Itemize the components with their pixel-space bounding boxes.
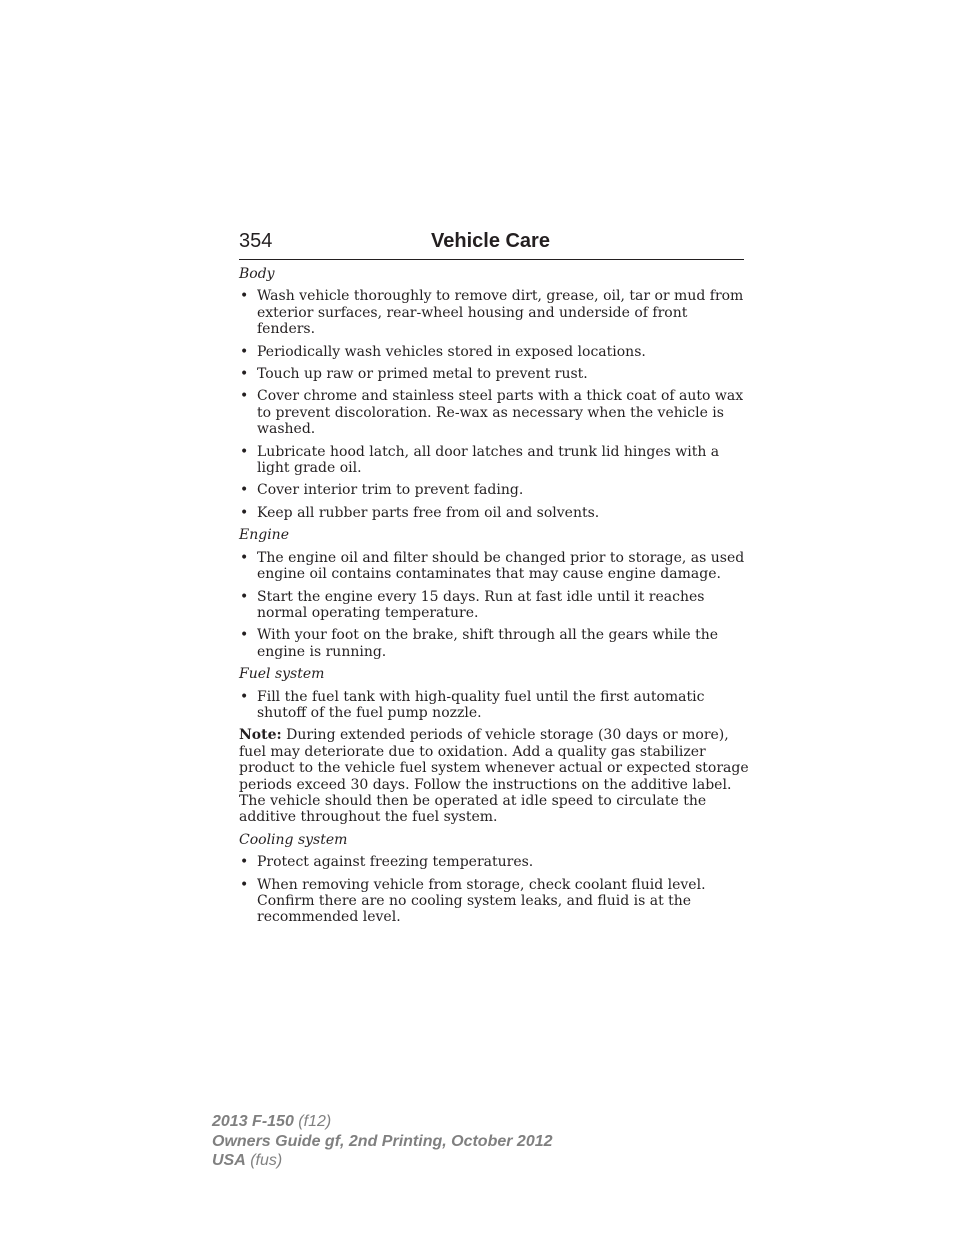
list-item: • Protect against freezing temperatures. bbox=[240, 854, 534, 871]
body-list bbox=[239, 288, 749, 521]
cooling-list bbox=[239, 854, 749, 926]
page-content bbox=[239, 266, 749, 932]
footer-model: 2013 F-150 bbox=[212, 1113, 294, 1130]
list-item: • With your foot on the brake, shift through all the gears while the engine is running. bbox=[240, 627, 719, 660]
list-item: • Cover chrome and stainless steel parts with a thick coat of auto wax to prevent discoloration. Re-wax as necessary when the vehicle is washed. bbox=[240, 388, 744, 438]
page-footer bbox=[212, 1112, 553, 1171]
page-number: 354 bbox=[239, 230, 273, 252]
list-item: • Lubricate hood latch, all door latches and trunk lid hinges with a light grade oil. bbox=[240, 443, 720, 477]
list-item: • Start the engine every 15 days. Run at fast idle until it reaches normal operating temperature. bbox=[240, 588, 705, 621]
footer-guide-line bbox=[212, 1132, 553, 1152]
section-title: Vehicle Care bbox=[431, 230, 550, 252]
list-item: • Keep all rubber parts free from oil and solvents. bbox=[240, 504, 600, 521]
footer-region-code: (fus) bbox=[245, 1152, 283, 1169]
list-item: • Wash vehicle thoroughly to remove dirt, grease, oil, tar or mud from exterior surfaces, rear-wheel housing and underside of front fenders. bbox=[240, 288, 744, 338]
engine-list bbox=[239, 550, 749, 660]
footer-model-line bbox=[212, 1112, 553, 1132]
page-header bbox=[239, 227, 744, 260]
fuel-list bbox=[239, 689, 749, 722]
footer-model-code: (f12) bbox=[293, 1113, 332, 1130]
list-item: • Cover interior trim to prevent fading. bbox=[240, 482, 524, 499]
list-item: • When removing vehicle from storage, check coolant fluid level. Confirm there are no cooling system leaks, and fluid is at the recommended level. bbox=[240, 876, 706, 926]
fuel-note bbox=[239, 727, 749, 825]
list-item: • Periodically wash vehicles stored in exposed locations. bbox=[240, 343, 646, 360]
footer-region-line bbox=[212, 1151, 553, 1171]
note-label: Note: bbox=[239, 727, 282, 744]
subhead-body: Body bbox=[239, 266, 275, 282]
subhead-cooling-system: Cooling system bbox=[239, 831, 348, 848]
list-item: • Touch up raw or primed metal to prevent rust. bbox=[240, 366, 588, 383]
list-item: • Fill the fuel tank with high-quality fuel until the first automatic shutoff of the fuel pump nozzle. bbox=[240, 688, 705, 721]
footer-region: USA bbox=[212, 1152, 246, 1169]
note-text: During extended periods of vehicle storage (30 days or more), fuel may deteriorate due to oxidation. Add a quality gas stabilizer product to the vehicle fuel system whenever actual or expected storage periods exceed 30 days. Follow the instructions on the additive label. The vehicle should then be operated at idle speed to circulate the additive throughout the fuel system. bbox=[239, 727, 749, 826]
subhead-engine: Engine bbox=[239, 527, 289, 544]
list-item: • The engine oil and filter should be changed prior to storage, as used engine oil contains contaminates that may cause engine damage. bbox=[240, 549, 745, 583]
subhead-fuel-system: Fuel system bbox=[239, 666, 325, 683]
footer-guide: Owners Guide gf, 2nd Printing, October 2012 bbox=[212, 1132, 553, 1150]
